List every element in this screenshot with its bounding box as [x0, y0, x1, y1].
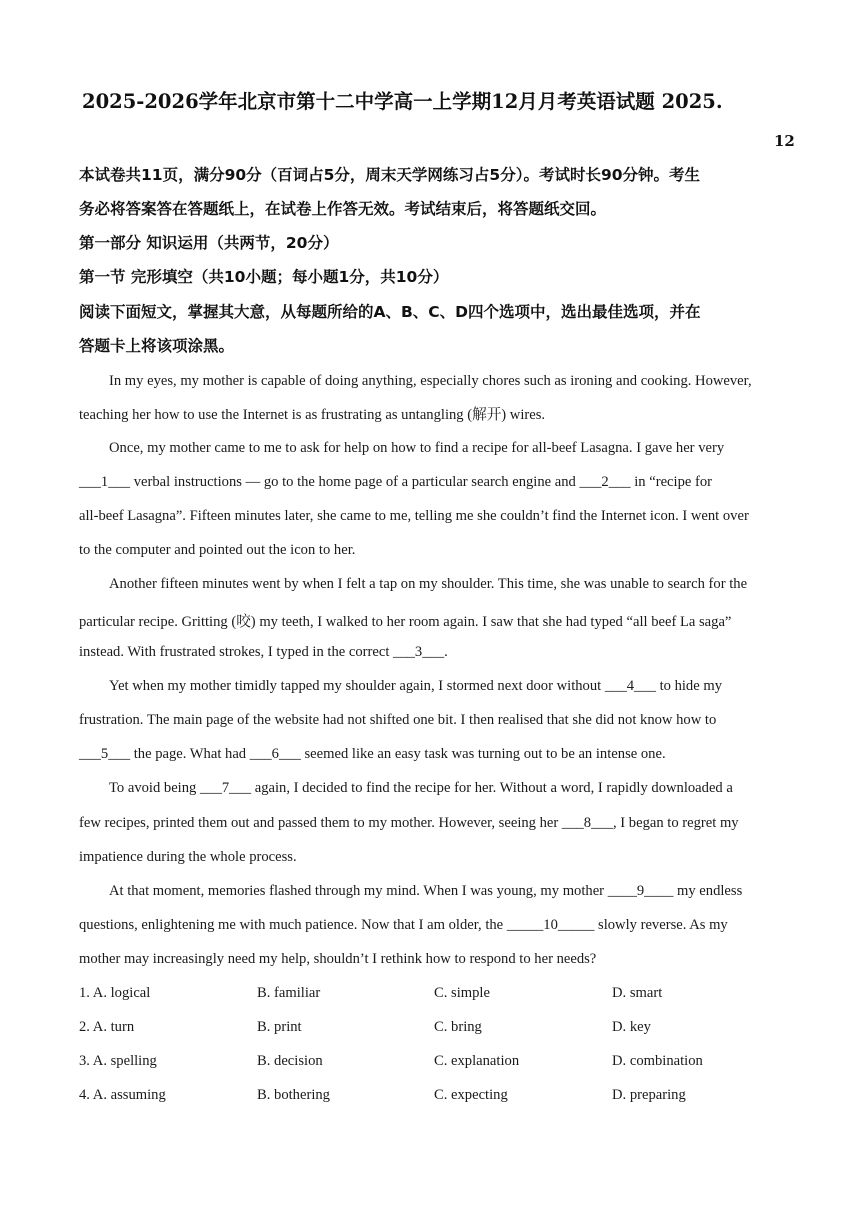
option-c[interactable]: C. bring	[434, 1019, 482, 1035]
passage-text: to hide my	[655, 678, 723, 694]
section-heading: 第一节 完形填空（共10小题；每小题1分，共10分）	[79, 268, 449, 286]
intro-line-1: 本试卷共11页，满分90分（百词占5分，周末天学网练习占5分）。考试时长90分钟。考生	[79, 166, 701, 184]
option-a[interactable]: 4. A. assuming	[79, 1087, 166, 1103]
question-options-2	[79, 1019, 791, 1053]
option-c[interactable]: C. expecting	[434, 1087, 508, 1103]
passage-text: , I began to regret my	[612, 815, 739, 831]
blank-3: ___3___	[393, 644, 445, 660]
question-options-4	[79, 1087, 791, 1121]
directions-line-2: 答题卡上将该项涂黑。	[79, 337, 235, 355]
passage-text: the page. What had	[130, 746, 250, 762]
option-b[interactable]: B. decision	[257, 1053, 323, 1069]
blank-10: _____10_____	[506, 917, 595, 933]
blank-8: ___8___	[561, 815, 613, 831]
passage-text: questions, enlightening me with much patience. Now that I am older, the	[79, 917, 507, 933]
passage-text: To avoid being	[109, 780, 200, 796]
directions-line-1: 阅读下面短文，掌握其大意，从每题所给的A、B、C、D四个选项中，选出最佳选项，并在	[79, 303, 701, 321]
page-title: 2025-2026学年北京市第十二中学高一上学期12月月考英语试题 2025.	[82, 90, 723, 113]
part-heading: 第一部分 知识运用（共两节，20分）	[79, 234, 339, 252]
option-d[interactable]: D. key	[612, 1019, 651, 1035]
blank-9: ____9____	[607, 883, 674, 899]
blank-5: ___5___	[79, 746, 131, 762]
passage-line: impatience during the whole process.	[79, 849, 297, 865]
passage-text: verbal instructions — go to the home page of a particular search engine and	[130, 474, 580, 490]
passage-line: to the computer and pointed out the icon to her.	[79, 542, 356, 558]
option-d[interactable]: D. smart	[612, 985, 663, 1001]
option-a[interactable]: 2. A. turn	[79, 1019, 135, 1035]
passage-line: particular recipe. Gritting (咬) my teeth, I walked to her room again. I saw that she had typed “all beef La saga”	[79, 614, 732, 630]
option-b[interactable]: B. bothering	[257, 1087, 330, 1103]
passage-text: instead. With frustrated strokes, I typed in the correct	[79, 644, 394, 660]
passage-text: my endless	[673, 883, 743, 899]
option-a[interactable]: 3. A. spelling	[79, 1053, 157, 1069]
passage-line: mother may increasingly need my help, shouldn’t I rethink how to respond to her needs?	[79, 951, 597, 967]
passage-text: slowly reverse. As my	[594, 917, 728, 933]
passage-line	[79, 917, 728, 934]
option-c[interactable]: C. explanation	[434, 1053, 520, 1069]
option-b[interactable]: B. print	[257, 1019, 302, 1035]
option-a[interactable]: 1. A. logical	[79, 985, 151, 1001]
passage-line	[109, 780, 733, 797]
passage-text: in “recipe for	[630, 474, 713, 490]
passage-line	[79, 474, 712, 491]
passage-line	[79, 644, 448, 661]
passage-line	[109, 883, 742, 900]
blank-4: ___4___	[604, 678, 656, 694]
question-options-3	[79, 1053, 791, 1087]
blank-7: ___7___	[199, 780, 252, 796]
intro-line-2: 务必将答案答在答题纸上，在试卷上作答无效。考试结束后，将答题纸交回。	[79, 200, 607, 218]
passage-text: seemed like an easy task was turning out to be an intense one.	[300, 746, 666, 762]
passage-line: Once, my mother came to me to ask for help on how to find a recipe for all-beef Lasagna. I gave her very	[109, 440, 725, 456]
passage-line	[79, 815, 739, 832]
page-title-continuation: 12	[774, 132, 795, 150]
option-d[interactable]: D. preparing	[612, 1087, 686, 1103]
passage-line: Another fifteen minutes went by when I felt a tap on my shoulder. This time, she was unable to search for the	[109, 576, 748, 592]
option-b[interactable]: B. familiar	[257, 985, 321, 1001]
blank-6: ___6___	[249, 746, 301, 762]
blank-1: ___1___	[79, 474, 131, 490]
question-options-1	[79, 985, 791, 1019]
option-c[interactable]: C. simple	[434, 985, 490, 1001]
passage-line	[109, 678, 722, 695]
passage-text: Yet when my mother timidly tapped my shoulder again, I stormed next door without	[109, 678, 605, 694]
option-d[interactable]: D. combination	[612, 1053, 703, 1069]
passage-text: few recipes, printed them out and passed them to my mother. However, seeing her	[79, 815, 562, 831]
passage-text: At that moment, memories flashed through my mind. When I was young, my mother	[109, 883, 608, 899]
passage-text: .	[444, 644, 448, 660]
passage-line: all-beef Lasagna”. Fifteen minutes later, she came to me, telling me she couldn’t find the Internet icon. I went over	[79, 508, 749, 524]
blank-2: ___2___	[579, 474, 631, 490]
passage-paragraph-1: In my eyes, my mother is capable of doing anything, especially chores such as ironing and cooking. However, teaching her how to use the Internet is as frustrating as untangling (解开) wires.	[79, 373, 752, 424]
passage-line: frustration. The main page of the website had not shifted one bit. I then realised that she did not know how to	[79, 712, 717, 728]
passage-line	[79, 746, 666, 763]
passage-text: again, I decided to find the recipe for her. Without a word, I rapidly downloaded a	[251, 780, 733, 796]
